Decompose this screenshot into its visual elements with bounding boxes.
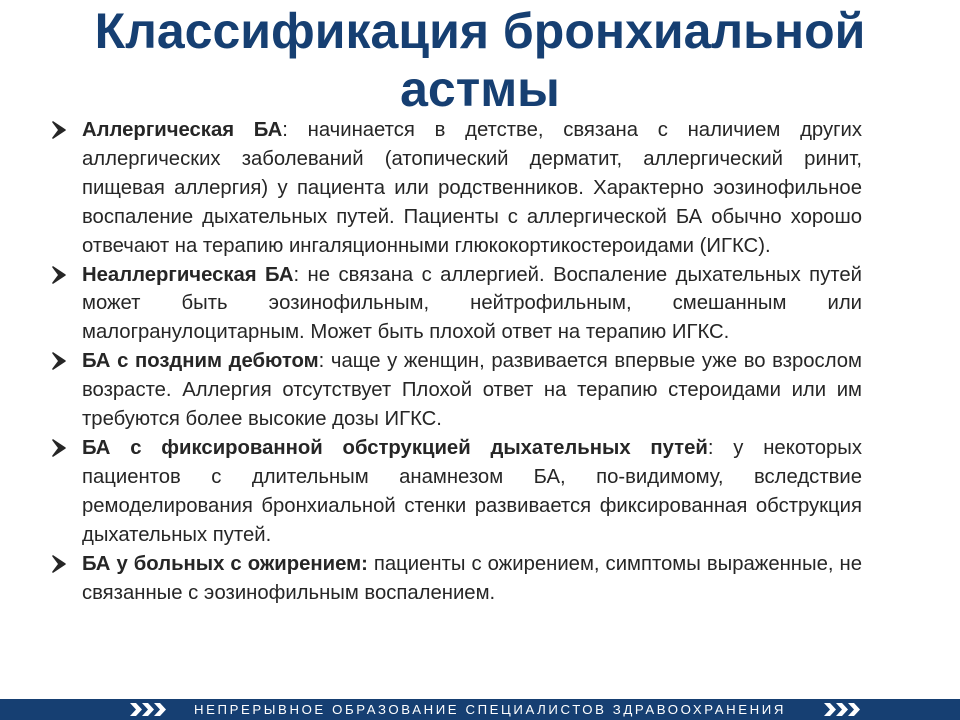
list-item-term: Аллергическая БА [82, 119, 283, 141]
arrowhead-bullet-icon [50, 349, 72, 373]
arrowhead-bullet-icon [50, 263, 72, 287]
list-item-text [82, 550, 862, 608]
chevrons-icon [822, 702, 862, 717]
list-item-text [82, 116, 862, 261]
chevrons-icon [128, 702, 168, 717]
arrowhead-bullet-icon [50, 552, 72, 576]
arrowhead-bullet-icon [50, 436, 72, 460]
list-item-description: : у некоторых пациентов с длительным анамнезом БА, по-видимому, вследствие ремоделирования бронхиальной стенки развивается фиксированная обструкция дыхательных путей. [82, 436, 862, 546]
list-item-description: : начинается в детстве, связана с наличием других аллергических заболеваний (атопический дерматит, аллергический ринит, пищевая аллергия) у пациента или родственников. Характерно эозинофильное воспаление дыхательных путей. Пациенты с аллергической БА обычно хорошо отвечают на терапию ингаляционными глюкокортикостероидами (ИГКС). [82, 119, 862, 257]
classification-list [50, 116, 862, 607]
list-item [50, 434, 862, 550]
arrowhead-bullet-icon [50, 118, 72, 142]
list-item-text [82, 261, 862, 348]
list-item-term: БА с поздним дебютом [82, 350, 319, 373]
list-item-text [82, 434, 862, 550]
list-item-description: пациенты с ожирением, симптомы выраженные, не связанные с эозинофильным воспалением. [82, 552, 862, 604]
list-item [50, 261, 862, 348]
list-item-description: : не связана с аллергией. Воспаление дыхательных путей может быть эозинофильным, нейтрофильным, смешанным или малогранулоцитарным. Может быть плохой ответ на терапию ИГКС. [82, 263, 862, 344]
list-item-description: : чаще у женщин, развивается впервые уже во взрослом возрасте. Аллергия отсутствует Плохой ответ на терапию стероидами или им требуются более высокие дозы ИГКС. [82, 350, 862, 431]
list-item-text [82, 347, 862, 434]
list-item [50, 550, 862, 608]
list-item-term: БА у больных с ожирением: [82, 552, 368, 575]
list-item-term: Неаллергическая БА [82, 263, 294, 286]
list-item [50, 347, 862, 434]
slide-title: Классификация бронхиальной астмы [94, 3, 866, 117]
list-item-term: БА с фиксированной обструкцией дыхательных путей [82, 436, 708, 459]
footer-bar [0, 699, 960, 720]
list-item [50, 116, 862, 261]
footer-text: НЕПРЕРЫВНОЕ ОБРАЗОВАНИЕ СПЕЦИАЛИСТОВ ЗДРАВООХРАНЕНИЯ [194, 702, 787, 717]
